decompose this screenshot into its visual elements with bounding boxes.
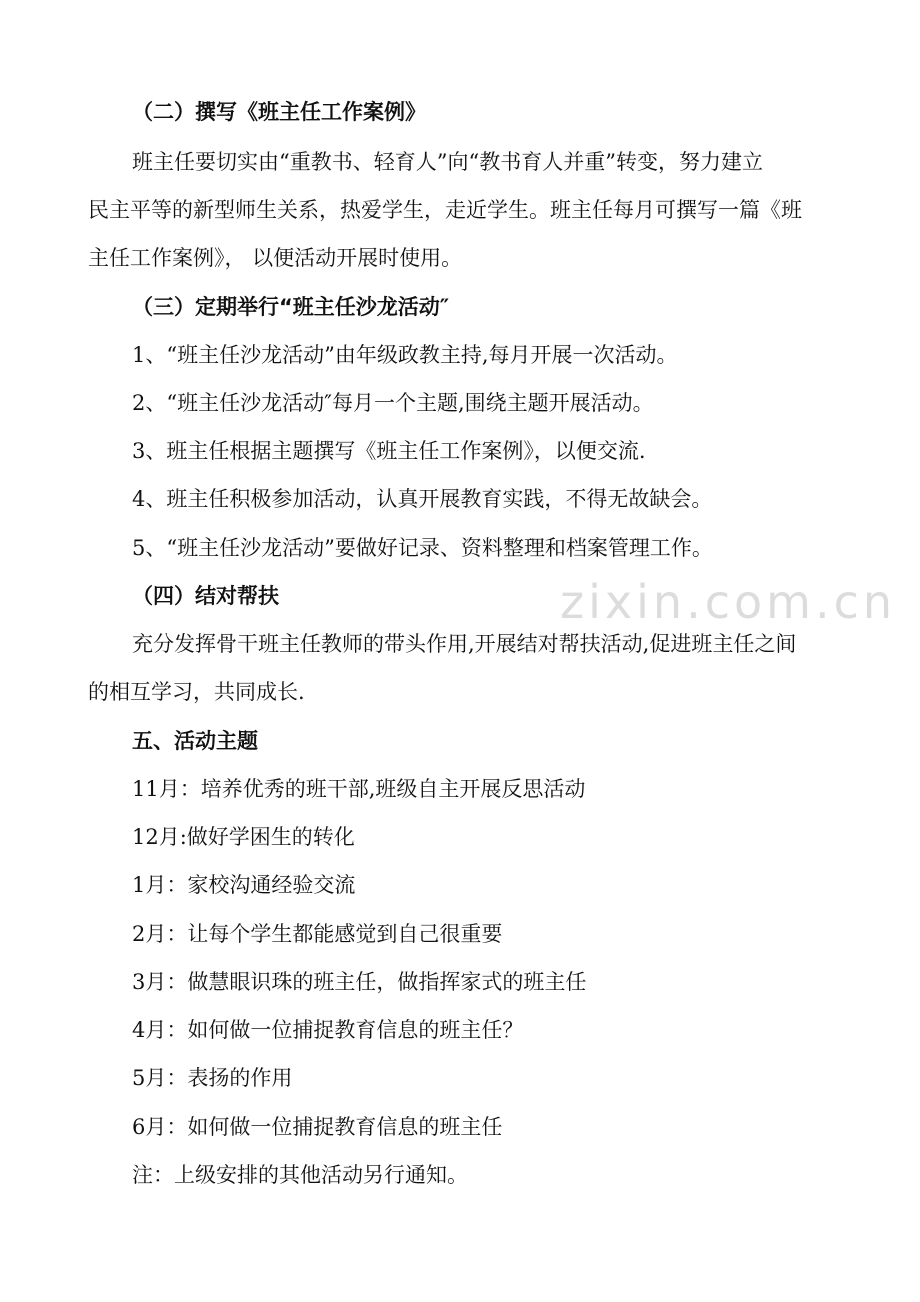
note: 注：上级安排的其他活动另行通知。 [132,1163,468,1187]
month-theme-item: 2月：让每个学生都能感觉到自己很重要 [132,922,503,946]
section-3-item: 4、班主任积极参加活动，认真开展教育实践，不得无故缺会。 [132,487,713,511]
section-4-heading: （四）结对帮扶 [132,584,279,608]
section-2-paragraph-line: 班主任要切实由“重教书、轻育人”向“教书育人并重”转变，努力建立 [132,150,763,174]
month-theme-item: 3月：做慧眼识珠的班主任，做指挥家式的班主任 [132,970,587,994]
section-4-paragraph-line: 充分发挥骨干班主任教师的带头作用,开展结对帮扶活动,促进班主任之间 [132,632,797,656]
month-theme-item: 1月：家校沟通经验交流 [132,873,356,897]
month-theme-item: 12月:做好学困生的转化 [132,825,355,849]
month-theme-item: 11月：培养优秀的班干部,班级自主开展反思活动 [132,777,586,801]
month-theme-item: 5月：表扬的作用 [132,1066,293,1090]
section-2-paragraph-line: 民主平等的新型师生关系，热爱学生，走近学生。班主任每月可撰写一篇《班 [88,198,802,222]
section-3-item: 5、“班主任沙龙活动”要做好记录、资料整理和档案管理工作。 [132,536,713,560]
month-theme-item: 6月：如何做一位捕捉教育信息的班主任 [132,1115,503,1139]
section-3-heading: （三）定期举行“班主任沙龙活动″ [132,295,450,319]
section-2-paragraph-line: 主任工作案例》， 以便活动开展时使用。 [88,246,463,270]
section-5-heading: 五、活动主题 [132,729,258,753]
section-3-item: 3、班主任根据主题撰写《班主任工作案例》，以便交流. [132,439,646,463]
watermark: zixin.com.cn [560,575,897,629]
section-3-item: 2、“班主任沙龙活动″每月一个主题,围绕主题开展活动。 [132,391,654,415]
section-2-heading: （二）撰写《班主任工作案例》 [132,100,426,124]
section-4-paragraph-line: 的相互学习，共同成长. [88,680,305,704]
month-theme-item: 4月：如何做一位捕捉教育信息的班主任？ [132,1018,524,1042]
section-3-item: 1、“班主任沙龙活动”由年级政教主持,每月开展一次活动。 [132,343,678,367]
